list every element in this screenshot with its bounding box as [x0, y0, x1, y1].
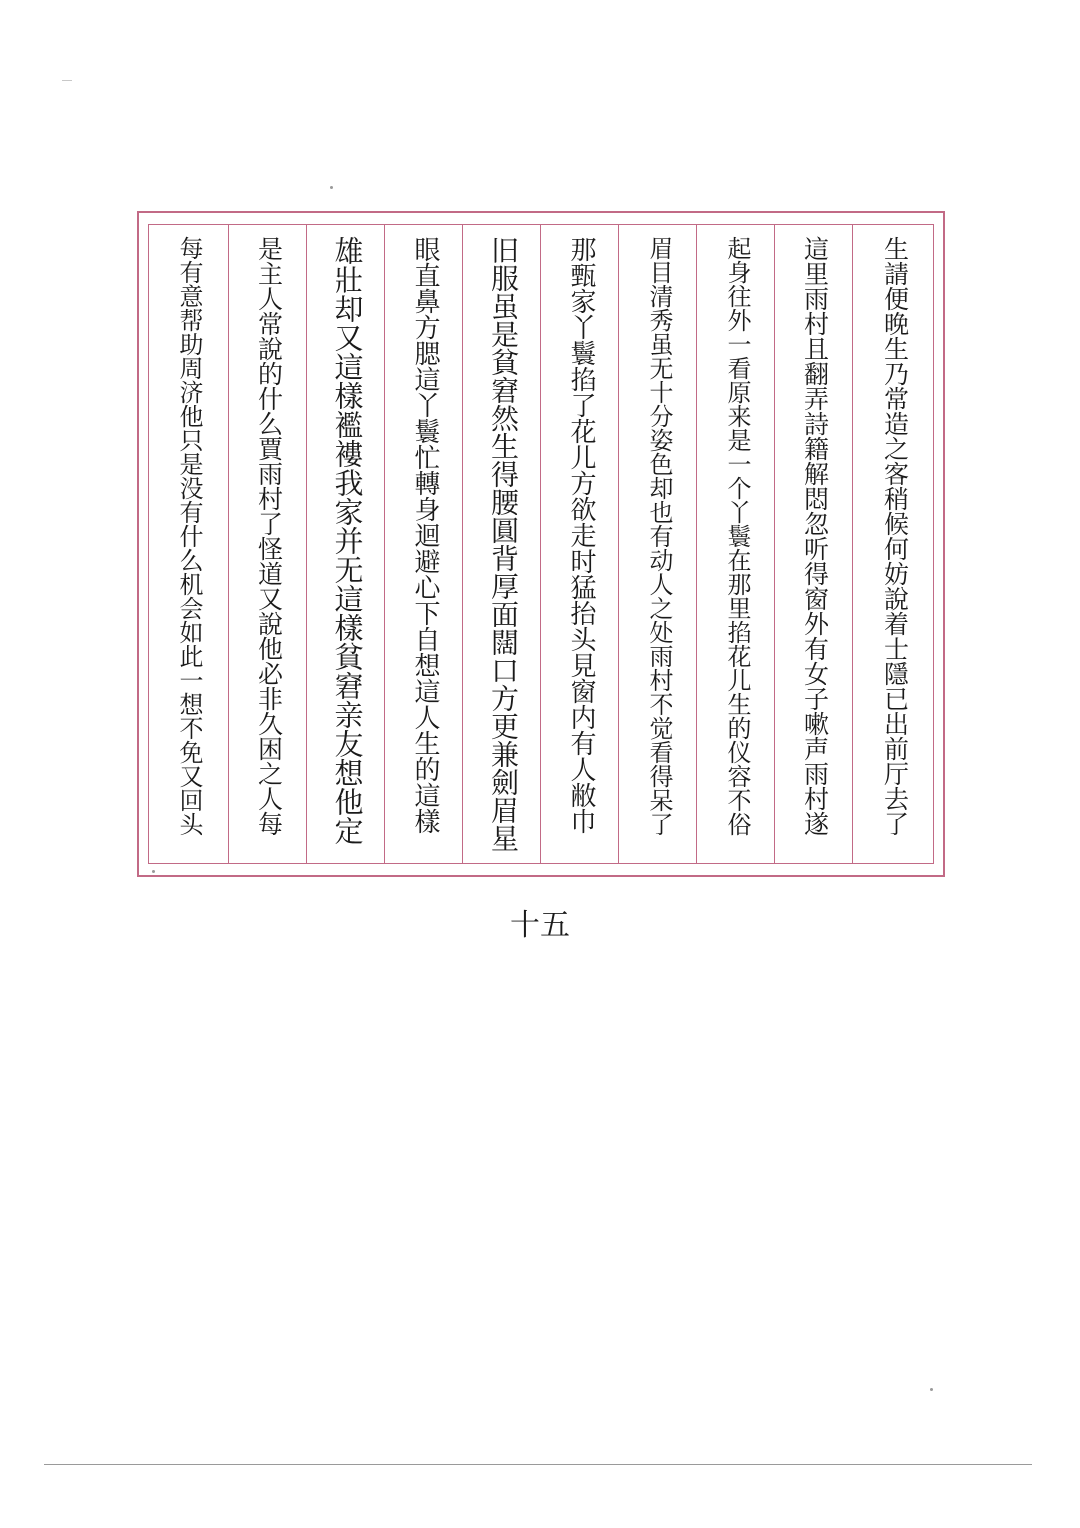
- paper-speck: [930, 1388, 933, 1391]
- column-divider: [228, 224, 229, 864]
- column-text: 雄壯却又這樣襤褸我家并无這樣貧窘亲友想他定: [330, 236, 365, 845]
- paper-speck: [330, 186, 333, 189]
- scan-bottom-rule: [44, 1464, 1032, 1465]
- text-column-4: [620, 236, 698, 856]
- text-column-5: [542, 236, 620, 856]
- column-text: 起身往外一看原来是一个丫鬟在那里掐花儿生的仪容不俗: [723, 236, 751, 836]
- text-column-2: [776, 236, 854, 856]
- page-number: 十五: [510, 908, 570, 943]
- column-text: 眉目清秀虽无十分姿色却也有动人之处雨村不觉看得呆了: [645, 236, 673, 836]
- text-column-1: [856, 236, 934, 856]
- scan-mark: [62, 80, 72, 81]
- column-text: 是主人常說的什么賈雨村了怪道又說他必非久困之人每: [254, 236, 284, 836]
- text-column-8: [308, 236, 386, 856]
- text-column-6: [464, 236, 542, 856]
- text-column-10: [150, 236, 228, 856]
- text-column-9: [230, 236, 308, 856]
- column-text: 旧服虽是貧窘然生得腰圓背厚面闊口方更兼劍眉星: [487, 236, 520, 852]
- column-text: 每有意帮助周济他只是没有什么机会如此一想不免又回头: [175, 236, 203, 836]
- column-text: 那甄家丫鬟掐了花儿方欲走时猛抬头見窗内有人敝巾: [566, 236, 596, 834]
- text-column-3: [698, 236, 776, 856]
- text-column-7: [386, 236, 464, 856]
- column-text: 眼直鼻方腮這丫鬟忙轉身迴避心下自想這人生的這樣: [410, 236, 440, 834]
- column-text: 這里雨村且翻弄詩籍解悶忽听得窗外有女子嗽声雨村遂: [800, 236, 830, 836]
- column-text: 生請便晚生乃常造之客稍候何妨說着士隱已出前厅去了: [880, 236, 910, 836]
